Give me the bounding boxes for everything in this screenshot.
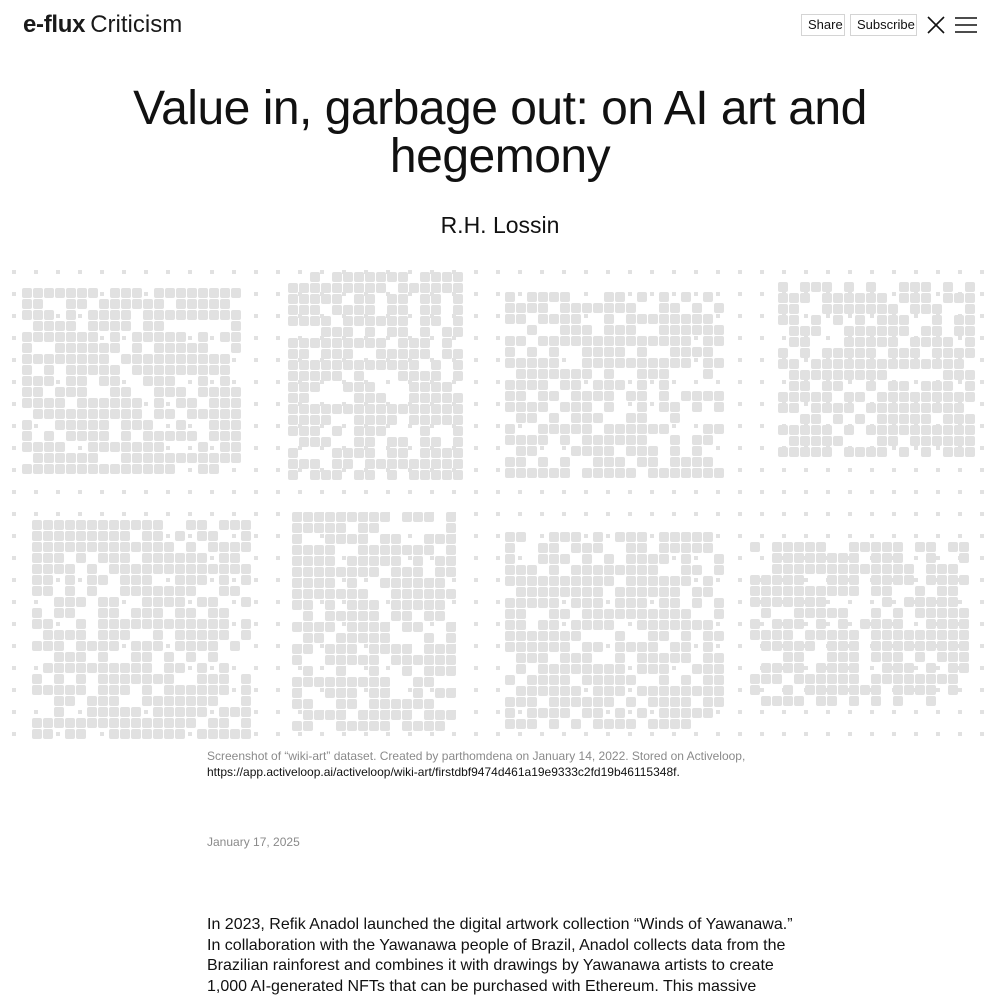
hero-caption (207, 748, 807, 780)
share-button[interactable]: Share (801, 14, 845, 36)
close-icon[interactable] (927, 16, 945, 34)
hero-caption-link[interactable]: https://app.activeloop.ai/activeloop/wiki-art/firstdbf9474d461a19e9333c2fd19b46115348f (207, 765, 677, 779)
subscribe-button[interactable]: Subscribe (850, 14, 917, 36)
section-name: Criticism (90, 11, 183, 38)
article-author[interactable]: R.H. Lossin (440, 212, 560, 238)
hero-caption-link-suffix: . (676, 765, 680, 779)
brand-name: e-flux (23, 11, 86, 38)
site-header (0, 0, 1000, 50)
hero-caption-text: Screenshot of “wiki-art” dataset. Created by parthomdena on January 14, 2022. Stored on Activeloop, (207, 749, 746, 763)
site-logo[interactable] (23, 11, 182, 39)
article-title: Value in, garbage out: on AI art and hegemony (133, 82, 867, 183)
article-body: In 2023, Refik Anadol launched the digital artwork collection “Winds of Yawanawa.” In collaboration with the Yawanawa people of Brazil, Anadol collects data from the Brazilian rainforest and combines it with drawings by Yawanawa artists to create 1,000 AI-generated NFTs that can be purchased with Ethereum. This massive (207, 916, 793, 995)
hero-image (0, 262, 1000, 740)
hamburger-menu-icon[interactable] (955, 16, 977, 34)
publish-date: January 17, 2025 (207, 835, 300, 849)
hero-image-placeholder (0, 262, 1000, 740)
